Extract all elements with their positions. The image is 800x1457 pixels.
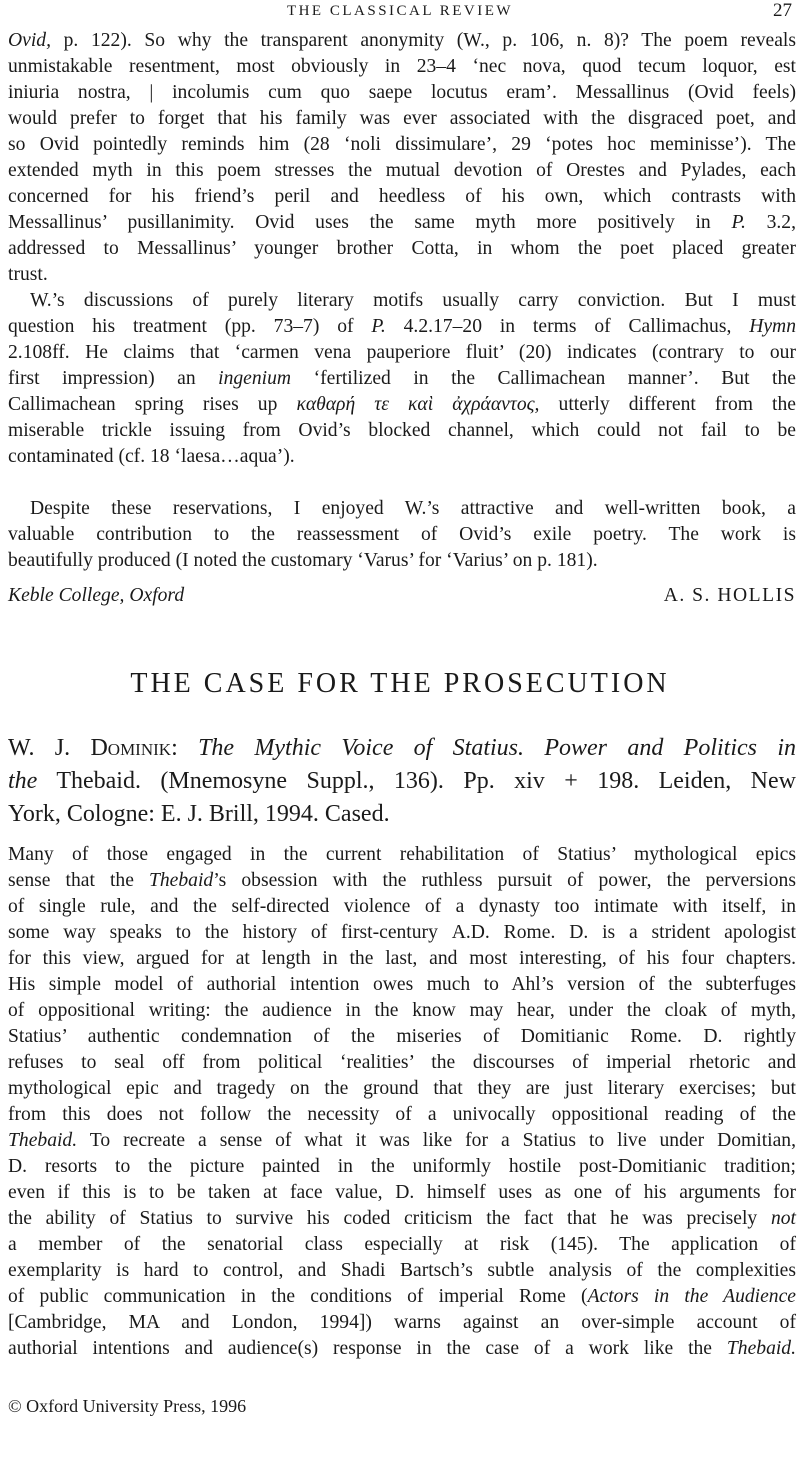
text-line xyxy=(8,366,796,392)
book-title: the xyxy=(8,768,38,794)
text-line: concerned for his friend’s peril and heedless of his own, which contrasts with xyxy=(8,186,796,207)
text-line: so Ovid pointedly reminds him (28 ‘noli dissimulare’, 29 ‘potes hoc meminisse’). The xyxy=(8,134,796,155)
text-run: the ability of Statius to survive his coded criticism the fact that he was precisely xyxy=(8,1208,771,1229)
book-title: The Mythic Voice of Statius. Power and Politics in xyxy=(198,735,797,761)
text-line: W.’s discussions of purely literary motifs usually carry conviction. But I must xyxy=(30,290,796,311)
text-line: Statius’ authentic condemnation of the miseries of Domitianic Rome. D. rightly xyxy=(8,1026,796,1047)
text-run: 4.2.17–20 in terms of Callimachus, xyxy=(385,316,750,337)
text-italic: not xyxy=(770,1208,796,1229)
era-abbreviation: A.D. xyxy=(451,922,490,943)
text-italic: Actors in the Audience xyxy=(587,1286,796,1307)
text-run: question his treatment (pp. 73–7) of xyxy=(8,316,372,337)
text-line xyxy=(8,28,796,54)
running-head xyxy=(8,0,792,22)
text-italic: Thebaid xyxy=(148,870,214,891)
text-line: even if this is to be taken at face value, D. himself uses as one of his arguments for xyxy=(8,1182,796,1203)
text-run: Messallinus’ pusillanimity. Ovid uses the same myth more positively in xyxy=(8,212,732,233)
bibliography-line xyxy=(8,765,796,798)
text-line: exemplarity is hard to control, and Shadi Bartsch’s subtle analysis of the complexities xyxy=(8,1260,796,1281)
text-line: D. resorts to the picture painted in the uniformly hostile post-Domitianic tradition; xyxy=(8,1156,796,1177)
text-run xyxy=(37,768,56,794)
text-line: contaminated (cf. 18 ‘laesa…aqua’). xyxy=(8,446,295,467)
text-line: His simple model of authorial intention owes much to Ahl’s version of the subterfuges xyxy=(8,974,796,995)
text-run: first impression) an xyxy=(8,368,219,389)
text-line: refuses to seal off from political ‘realities’ the discourses of imperial rhetoric and xyxy=(8,1052,796,1073)
text-line xyxy=(8,1284,796,1310)
text-run: : xyxy=(171,735,199,761)
page-number: 27 xyxy=(773,0,792,21)
reviewer-affiliation: Keble College, Oxford xyxy=(8,585,185,606)
text-italic: ingenium xyxy=(218,368,292,389)
text-line: of single rule, and the self-directed violence of a dynasty too intimate with itself, in xyxy=(8,896,796,917)
text-run: To recreate a sense of what it was like for a Statius to live under Domitian, xyxy=(77,1130,796,1151)
bibliography-line xyxy=(8,732,796,765)
book-work: Thebaid. xyxy=(56,768,141,794)
text-line: valuable contribution to the reassessment of Ovid’s exile poetry. The work is xyxy=(8,524,796,545)
text-line: [Cambridge, MA and London, 1994]) warns against an over-simple account of xyxy=(8,1312,796,1333)
text-line: Despite these reservations, I enjoyed W.’s attractive and well-written book, a xyxy=(30,498,796,519)
text-italic: Thebaid. xyxy=(8,1130,78,1151)
text-run xyxy=(141,768,160,794)
book-author: W. J. Dominik xyxy=(8,735,172,761)
text-run: ’s obsession with the ruthless pursuit of power, the perversions xyxy=(213,870,796,891)
text-run: of public communication in the conditions of imperial Rome ( xyxy=(8,1286,588,1307)
text-italic: P. xyxy=(371,316,386,337)
greek-quotation: καθαρή τε καὶ ἀχράαντος, xyxy=(296,394,540,415)
text-line xyxy=(8,920,796,946)
review-signature xyxy=(8,585,796,611)
text-run: 3.2, xyxy=(745,212,796,233)
text-run: Callimachean spring rises up xyxy=(8,394,297,415)
text-line: beautifully produced (I noted the customary ‘Varus’ for ‘Varius’ on p. 181). xyxy=(8,550,598,571)
text-line: Many of those engaged in the current rehabilitation of Statius’ mythological epics xyxy=(8,844,796,865)
text-line: from this does not follow the necessity of a univocally oppositional reading of the xyxy=(8,1104,796,1125)
text-line: a member of the senatorial class especially at risk (145). The application of xyxy=(8,1234,796,1255)
text-run: Rome. D. is a strident apologist xyxy=(489,922,796,943)
text-run: ‘fertilized in the Callimachean manner’. But the xyxy=(291,368,796,389)
text-line: of oppositional writing: the audience in the know may hear, under the cloak of myth, xyxy=(8,1000,796,1021)
text-line: mythological epic and tragedy on the ground that they are just literary exercises; but xyxy=(8,1078,796,1099)
text-line: extended myth in this poem stresses the mutual devotion of Orestes and Pylades, each xyxy=(8,160,796,181)
book-details: (Mnemosyne Suppl., 136). Pp. xiv + 198. Leiden, New xyxy=(160,768,796,794)
text-line xyxy=(8,392,796,418)
copyright-notice: © Oxford University Press, 1996 xyxy=(8,1396,247,1416)
bibliography-line: York, Cologne: E. J. Brill, 1994. Cased. xyxy=(8,801,390,827)
text-line: for this view, argued for at length in the last, and most interesting, of his four chapters. xyxy=(8,948,796,969)
journal-title: THE CLASSICAL REVIEW xyxy=(286,3,514,19)
text-line: addressed to Messallinus’ younger brother Cotta, in whom the poet placed greater xyxy=(8,238,796,259)
text-line xyxy=(8,314,796,340)
text-italic: P. xyxy=(731,212,746,233)
text-line: would prefer to forget that his family was ever associated with the disgraced poet, and xyxy=(8,108,796,129)
text-line xyxy=(8,868,796,894)
text-line: iniuria nostra, | incolumis cum quo saepe locutus eram’. Messallinus (Ovid feels) xyxy=(8,82,796,103)
text-line xyxy=(8,1206,796,1232)
text-line: trust. xyxy=(8,264,48,285)
text-run: authorial intentions and audience(s) response in the case of a work like the xyxy=(8,1338,727,1359)
text-italic: Hymn xyxy=(749,316,796,337)
text-line xyxy=(8,210,796,236)
text-run: sense that the xyxy=(8,870,149,891)
text-line: miserable trickle issuing from Ovid’s blocked channel, which could not fail to be xyxy=(8,420,796,441)
reviewer-name: A. S. HOLLIS xyxy=(663,585,796,606)
book-reference: Ovid, xyxy=(8,30,51,51)
text-line: 2.108ff. He claims that ‘carmen vena pauperiore fluit’ (20) indicates (contrary to our xyxy=(8,342,796,363)
text-run: p. 122). So why the transparent anonymity (W., p. 106, n. 8)? The poem reveals xyxy=(51,30,796,51)
text-line xyxy=(8,1336,796,1362)
section-title: THE CASE FOR THE PROSECUTION xyxy=(130,668,670,699)
text-run: utterly different from the xyxy=(539,394,796,415)
text-run: some way speaks to the history of first-century xyxy=(8,922,452,943)
text-italic: Thebaid. xyxy=(726,1338,796,1359)
text-line: unmistakable resentment, most obviously in 23–4 ‘nec nova, quod tecum loquor, est xyxy=(8,56,796,77)
text-line xyxy=(8,1128,796,1154)
